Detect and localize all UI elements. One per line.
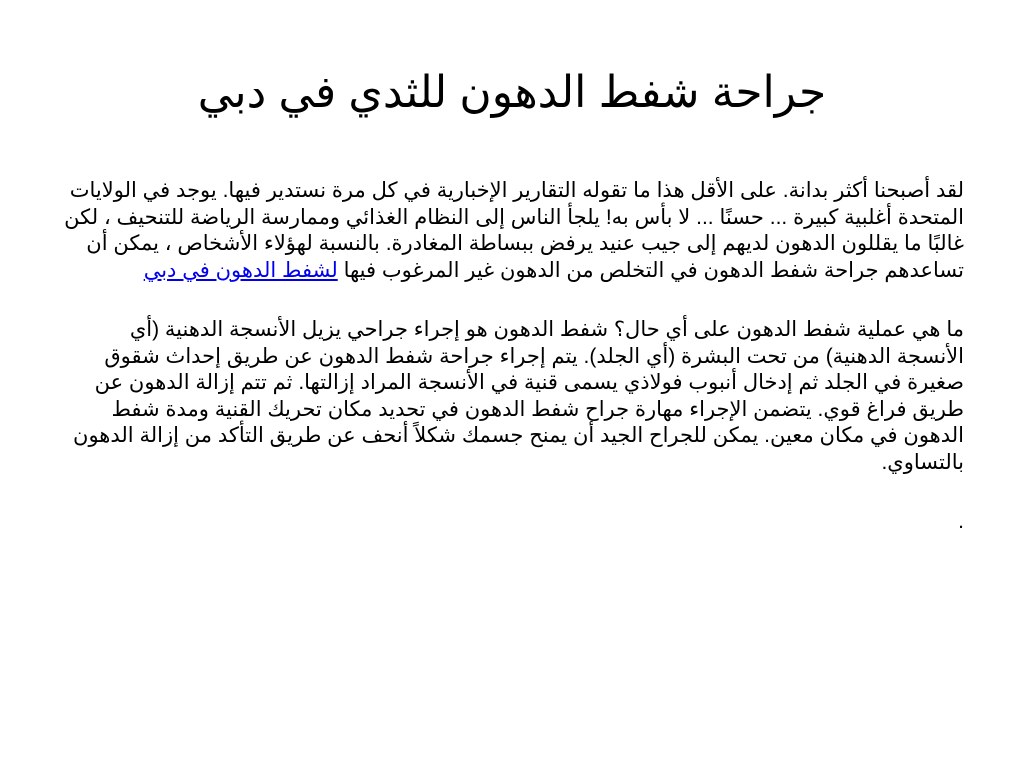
liposuction-dubai-link[interactable]: لشفط الدهون في دبي xyxy=(143,258,338,282)
paragraph-intro-text: لقد أصبحنا أكثر بدانة. على الأقل هذا ما تقوله التقارير الإخبارية في كل مرة نستدير فيها. يوجد في الولايات المتحدة أغلبية كبيرة ... حسنًا ... لا بأس به! يلجأ الناس إلى النظام الغذائي وممارسة الرياضة للتنحيف ، لكن غالبًا ما يقللون الدهون لديهم إلى جيب عنيد يرفض ببساطة المغادرة. بالنسبة لهؤلاء الأشخاص ، يمكن أن تساعدهم جراحة شفط الدهون في التخلص من الدهون غير المرغوب فيها xyxy=(64,179,964,282)
paragraph-intro xyxy=(58,178,964,284)
paragraph-liposuction-explained: ما هي عملية شفط الدهون على أي حال؟ شفط الدهون هو إجراء جراحي يزيل الأنسجة الدهنية (أي الأنسجة الدهنية) من تحت البشرة (أي الجلد). يتم إجراء جراحة شفط الدهون عن طريق إحداث شقوق صغيرة في الجلد ثم إدخال أنبوب فولاذي يسمى قنية في الأنسجة المراد إزالتها. ثم تتم إزالة الدهون عن طريق فراغ قوي. يتضمن الإجراء مهارة جراح شفط الدهون في تحديد مكان تحريك القنية ومدة شفط الدهون في مكان معين. يمكن للجراح الجيد أن يمنح جسمك شكلاً أنحف عن طريق التأكد من إزالة الدهون بالتساوي. xyxy=(73,318,964,474)
slide-title: جراحة شفط الدهون للثدي في دبي xyxy=(197,68,827,117)
slide-body xyxy=(58,178,964,536)
trailing-dot: . xyxy=(958,510,964,533)
